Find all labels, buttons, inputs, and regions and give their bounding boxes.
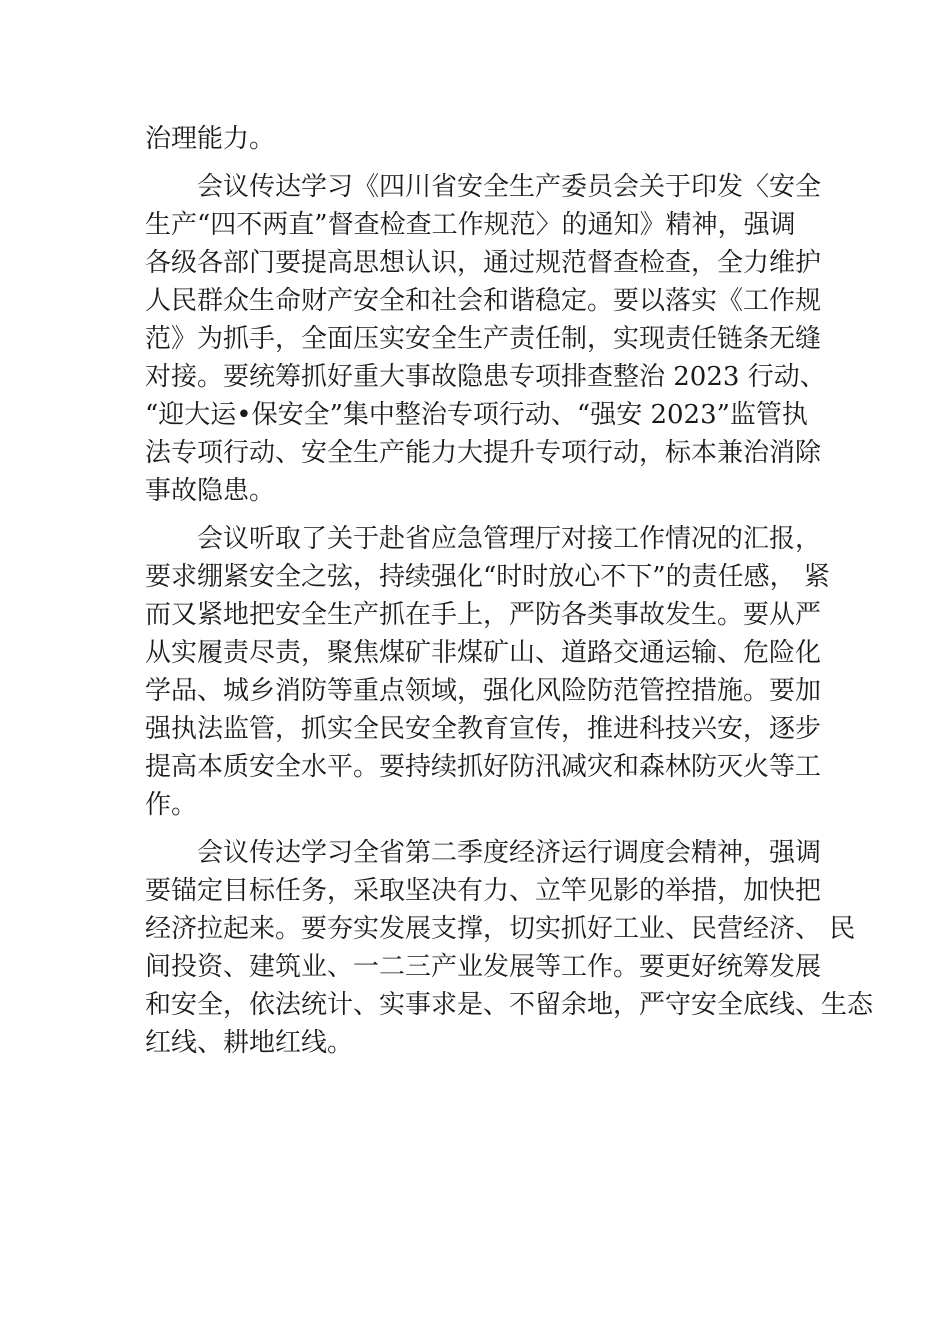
paragraph-2-start: 会议听取了关于赴省应急管理厅对接工作情况的汇报， xyxy=(197,524,822,554)
text-line: 要求绷紧安全之弦，持续强化“时时放心不下”的责任感， 紧 xyxy=(145,562,830,592)
text-line: “迎大运•保安全”集中整治专项行动、“强安 2023”监管执 xyxy=(145,400,808,430)
text-line: 要锚定目标任务，采取坚决有力、立竿见影的举措，加快把 xyxy=(145,876,822,906)
text-line: 经济拉起来。要夯实发展支撑，切实抓好工业、民营经济、 民 xyxy=(145,914,856,944)
text-line: 间投资、建筑业、一二三产业发展等工作。要更好统筹发展 xyxy=(145,952,822,982)
text-line: 法专项行动、安全生产能力大提升专项行动，标本兼治消除 xyxy=(145,438,822,468)
paragraph-3-start: 会议传达学习全省第二季度经济运行调度会精神，强调 xyxy=(197,838,822,868)
text-line: 事故隐患。 xyxy=(145,476,276,506)
text-line: 人民群众生命财产安全和社会和谐稳定。要以落实《工作规 xyxy=(145,286,822,316)
text-line: 各级各部门要提高思想认识，通过规范督查检查，全力维护 xyxy=(145,248,822,278)
text-line: 红线、耕地红线。 xyxy=(145,1028,354,1058)
text-line: 范》为抓手，全面压实安全生产责任制，实现责任链条无缝 xyxy=(145,324,822,354)
text-line: 作。 xyxy=(145,790,198,820)
text-line: 治理能力。 xyxy=(145,124,276,154)
text-line: 学品、城乡消防等重点领域，强化风险防范管控措施。要加 xyxy=(145,676,822,706)
paragraph-1-start: 会议传达学习《四川省安全生产委员会关于印发〈安全 xyxy=(197,172,822,202)
body-text xyxy=(145,120,874,1062)
text-line: 从实履责尽责，聚焦煤矿非煤矿山、道路交通运输、危险化 xyxy=(145,638,822,668)
text-line: 提高本质安全水平。要持续抓好防汛减灾和森林防灭火等工 xyxy=(145,752,822,782)
text-line: 和安全，依法统计、实事求是、不留余地，严守安全底线、生态 xyxy=(145,990,874,1020)
text-line: 强执法监管，抓实全民安全教育宣传，推进科技兴安，逐步 xyxy=(145,714,822,744)
text-line: 生产“四不两直”督查检查工作规范〉的通知》精神，强调 xyxy=(145,210,796,240)
text-line: 而又紧地把安全生产抓在手上，严防各类事故发生。要从严 xyxy=(145,600,822,630)
text-line: 对接。要统筹抓好重大事故隐患专项排查整治 2023 行动、 xyxy=(145,362,826,392)
